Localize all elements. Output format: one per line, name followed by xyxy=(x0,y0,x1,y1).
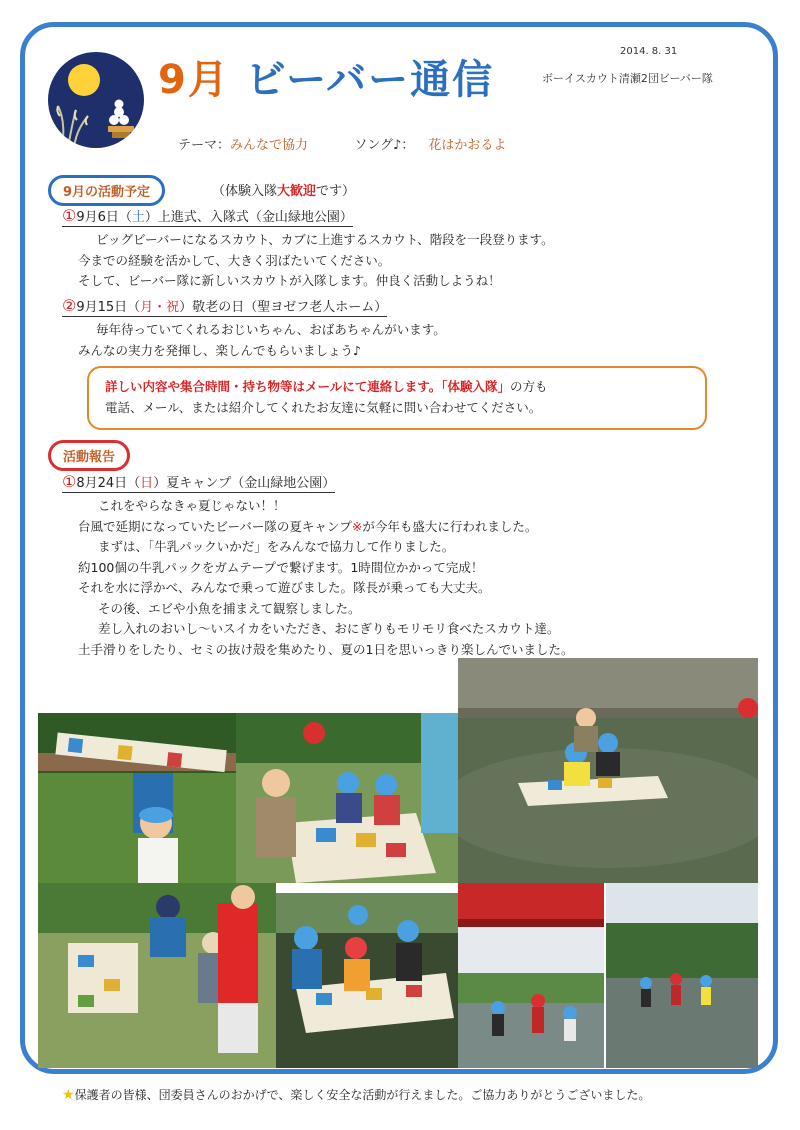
report-item-heading: ①8月24日（日）夏キャンプ（金山緑地公園） xyxy=(62,472,336,491)
photo-river-wading xyxy=(606,883,758,1068)
moon-icon xyxy=(48,52,144,148)
schedule-item-1-heading: ①9月6日（土）上進式、入隊式（金山緑地公園） xyxy=(62,206,353,225)
newsletter-title: 9月 ビーバー通信 xyxy=(158,57,495,103)
schedule-item-1-text: ビッグビーバーになるスカウト、カブに上進するスカウト、階段を一段登ります。 今までの経験を活かして、大きく羽ばたいてください。 そして、ビーバー隊に新しいスカウトが入隊します。仲良く活動しようね！ xyxy=(78,232,554,288)
issue-date: 2014. 8. 31 xyxy=(620,46,678,57)
photo-raft-on-river xyxy=(458,658,758,883)
footer-thanks: ★保護者の皆様、団委員さんのおかげで、楽しく安全な活動が行えました。ご協力ありがとうございました。 xyxy=(62,1087,651,1103)
schedule-item-2-heading: ②9月15日（月・祝）敬老の日（聖ヨゼフ老人ホーム） xyxy=(62,296,388,315)
star-icon: ★ xyxy=(62,1087,75,1103)
photo-kids-on-raft xyxy=(276,893,458,1068)
photo-river-bridge xyxy=(458,883,604,1068)
schedule-item-2-text: 毎年待っていてくれるおじいちゃん、おばあちゃんがいます。 みんなの実力を発揮し、楽しんでもらいましょう♪ xyxy=(78,322,446,358)
report-section-badge: 活動報告 xyxy=(48,440,130,471)
contact-notice-box: 詳しい内容や集合時間・持ち物等はメールにて連絡します。「体験入隊」の方も 電話、メール、または紹介してくれたお友達に気軽に問い合わせてください。 xyxy=(87,366,707,430)
photo-raft-building xyxy=(236,713,458,883)
photo-raft-carry xyxy=(38,713,236,883)
trial-welcome-note: （体験入隊大歓迎です） xyxy=(212,184,356,199)
theme-song-line: テーマ：みんなで協力 ソング♪： 花はかおるよ xyxy=(178,138,507,153)
schedule-section-badge: 9月の活動予定 xyxy=(48,175,165,206)
report-text: これをやらなきゃ夏じゃない！！ 台風で延期になっていたビーバー隊の夏キャンプ※が今年も盛大に行われました。 まずは、「牛乳パックいかだ」をみんなで協力して作りました。 約100個の牛乳パックをガムテープで繋げます。1時間位かかって完成！ それを水に浮かべ、みんなで乗って遊びました。隊長が乗っても大丈夫。 その後、エビや小魚を捕まえて観察しました。 差し入れのおいし～いスイカをいただき、おにぎりもモリモリ食べたスカウト達。 土手滑りをしたり、セミの抜け殻を集めたり、夏の1日を思いっきり楽しんでいました。 xyxy=(78,498,574,657)
photo-raft-stacking xyxy=(38,883,276,1068)
organization-name: ボーイスカウト清瀬2団ビーバー隊 xyxy=(542,72,713,85)
